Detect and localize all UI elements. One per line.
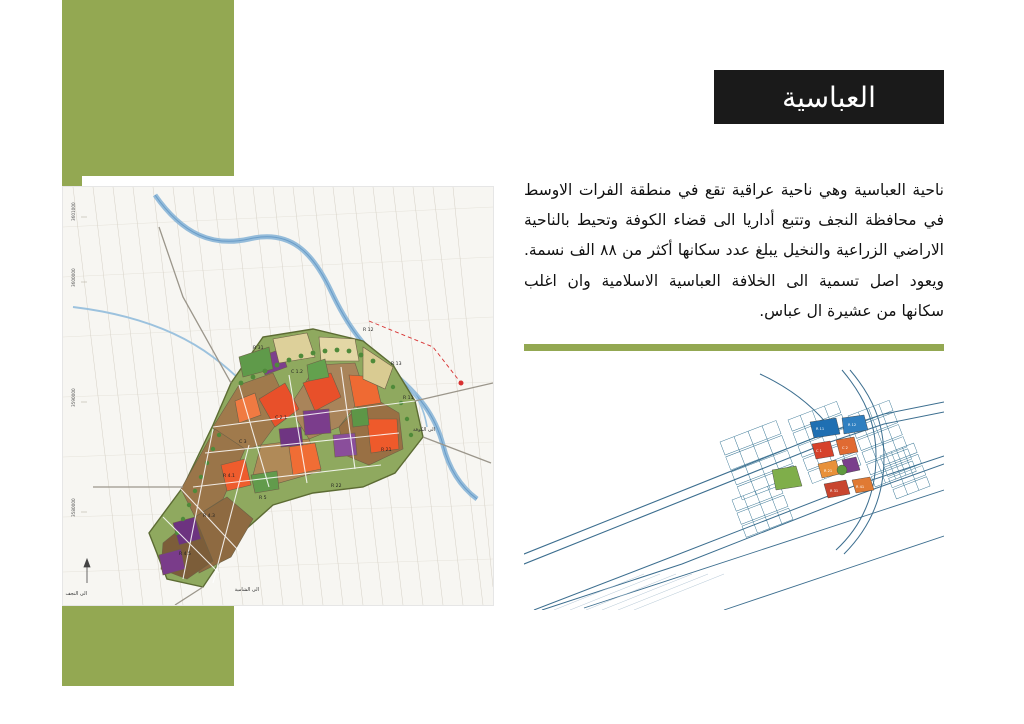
svg-text:R 11: R 11 [403,396,414,401]
decor-block-top [62,0,234,176]
section-divider [524,344,944,351]
svg-text:3580000: 3580000 [71,498,76,517]
svg-text:C 3: C 3 [239,440,247,445]
svg-text:3590000: 3590000 [71,388,76,407]
page-title-banner [714,70,944,124]
svg-text:C 2: C 2 [842,446,848,450]
svg-text:R 13: R 13 [391,362,402,367]
svg-text:C 1: C 1 [816,449,822,453]
svg-text:R 31: R 31 [253,346,264,351]
svg-text:الى النجف: الى النجف [65,591,87,597]
svg-text:R 22: R 22 [331,484,342,489]
svg-text:R 21: R 21 [381,448,392,453]
svg-text:R 4.5: R 4.5 [179,552,191,557]
svg-text:C 1.2: C 1.2 [291,370,303,375]
decor-block-bottom [62,596,234,686]
svg-text:3601000: 3601000 [71,202,76,221]
svg-text:R 11: R 11 [816,427,825,431]
svg-text:R 4.3: R 4.3 [203,514,215,519]
svg-text:الى الشامية: الى الشامية [234,587,259,593]
svg-text:3600000: 3600000 [71,268,76,287]
svg-text:R 4.1: R 4.1 [223,474,235,479]
svg-text:الى الكوفة: الى الكوفة [413,427,435,433]
main-land-use-map [62,186,494,606]
body-paragraph: ناحية العباسية وهي ناحية عراقية تقع في منطقة الفرات الاوسط في محافظة النجف وتتبع أداريا الى قضاء الكوفة وتحيط بالناحية الاراضي الزراعية والنخيل يبلغ عدد سكانها أكثر من ٨٨ الف نسمة. ويعود اصل تسمية الى الخلافة العباسية الاسلامية وان اغلب سكانها من عشيرة ال عباس. [524,181,944,320]
page-title: العباسية [782,80,876,114]
svg-text:R 5: R 5 [259,496,267,501]
svg-text:R 41: R 41 [856,485,865,489]
inset-map-graphic [524,360,944,610]
main-map-graphic [63,187,493,605]
svg-text:R 12: R 12 [848,423,857,427]
svg-text:R 12: R 12 [363,328,374,333]
svg-text:R 31: R 31 [830,489,839,493]
svg-text:R 21: R 21 [824,469,833,473]
inset-sector-plan-map [524,360,944,610]
svg-text:C 2.1: C 2.1 [275,416,287,421]
